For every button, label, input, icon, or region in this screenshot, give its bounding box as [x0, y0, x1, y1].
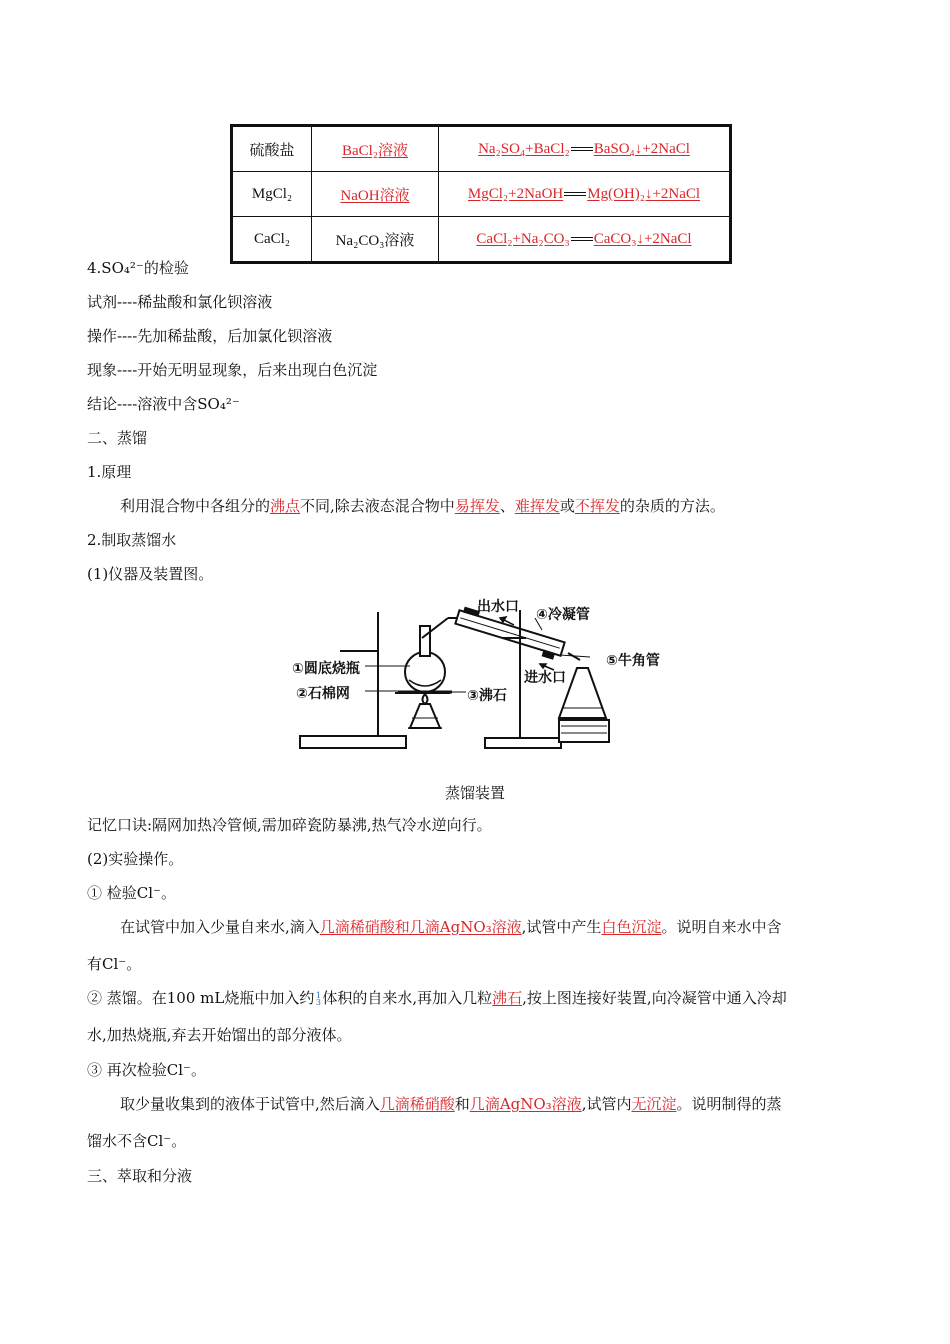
- equation-cell: MgCl₂+2NaOH Mg(OH)₂↓+2NaCl: [439, 172, 731, 217]
- flask-label: ①圆底烧瓶: [292, 661, 360, 677]
- reagent-line: 试剂----稀盐酸和氯化钡溶液: [87, 293, 273, 311]
- mnemonic-line: 记忆口诀:隔网加热冷管倾,需加碎瓷防暴沸,热气冷水逆向行。: [87, 816, 492, 834]
- adapter-label: ⑤牛角管: [606, 653, 660, 669]
- figure-caption: 蒸馏装置: [444, 784, 505, 802]
- equation-cell: CaCl₂+Na₂CO₃ CaCO₃↓+2NaCl: [439, 217, 731, 263]
- section4-title: 4.SO₄²⁻的检验: [87, 259, 189, 277]
- principle-text: 利用混合物中各组分的沸点不同,除去液态混合物中易挥发、难挥发或不挥发的杂质的方法。: [120, 497, 725, 515]
- phenomenon-line: 现象----开始无明显现象，后来出现白色沉淀: [87, 361, 378, 379]
- apparatus-title: (1)仪器及装置图。: [87, 565, 214, 583]
- step2-text: ② 蒸馏。在100 mL烧瓶中加入约1 3体积的自来水,再加入几粒沸石,按上图连接好装置,向冷凝管中通入冷却: [87, 989, 787, 1007]
- reagent-table: [230, 124, 732, 264]
- chips-label: ③沸石: [467, 688, 507, 704]
- gauze-label: ②石棉网: [296, 686, 350, 702]
- conclusion-line: 结论----溶液中含SO₄²⁻: [87, 395, 240, 413]
- salt-cell: CaCl₂: [232, 217, 312, 263]
- step3-text-cont: 馏水不含Cl⁻。: [87, 1132, 187, 1150]
- salt-cell: 硫酸盐: [232, 126, 312, 172]
- fraction-one-third: 1 3: [315, 991, 321, 1007]
- salt-cell: MgCl₂: [232, 172, 312, 217]
- distill-heading: 二、蒸馏: [87, 429, 148, 447]
- reagent-cell: Na₂CO₃溶液: [312, 217, 439, 263]
- step2-text-cont: 水,加热烧瓶,弃去开始馏出的部分液体。: [87, 1026, 352, 1044]
- step3-title: ③ 再次检验Cl⁻。: [87, 1061, 206, 1079]
- prep-title: 2.制取蒸馏水: [87, 531, 177, 549]
- table-row: [232, 172, 731, 217]
- step3-text: 取少量收集到的液体于试管中,然后滴入几滴稀硝酸和几滴AgNO₃溶液,试管内无沉淀。说明制得的蒸: [120, 1095, 782, 1113]
- condenser-label: ④冷凝管: [536, 607, 590, 623]
- ops-title: (2)实验操作。: [87, 850, 184, 868]
- equation-cell: Na₂SO₄+BaCl₂ BaSO₄↓+2NaCl: [439, 126, 731, 172]
- principle-title: 1.原理: [87, 463, 132, 481]
- table-row: [232, 126, 731, 172]
- inlet-label: 进水口: [524, 670, 566, 686]
- extract-heading: 三、萃取和分液: [87, 1167, 193, 1185]
- table-row: [232, 217, 731, 263]
- reagent-cell: BaCl₂溶液: [312, 126, 439, 172]
- reagent-cell: NaOH溶液: [312, 172, 439, 217]
- step1-text-cont: 有Cl⁻。: [87, 955, 142, 973]
- step1-text: 在试管中加入少量自来水,滴入几滴稀硝酸和几滴AgNO₃溶液,试管中产生白色沉淀。说明自来水中含: [120, 918, 782, 936]
- step1-title: ① 检验Cl⁻。: [87, 884, 176, 902]
- operation-line: 操作----先加稀盐酸，后加氯化钡溶液: [87, 327, 333, 345]
- outlet-label: 出水口: [477, 599, 519, 615]
